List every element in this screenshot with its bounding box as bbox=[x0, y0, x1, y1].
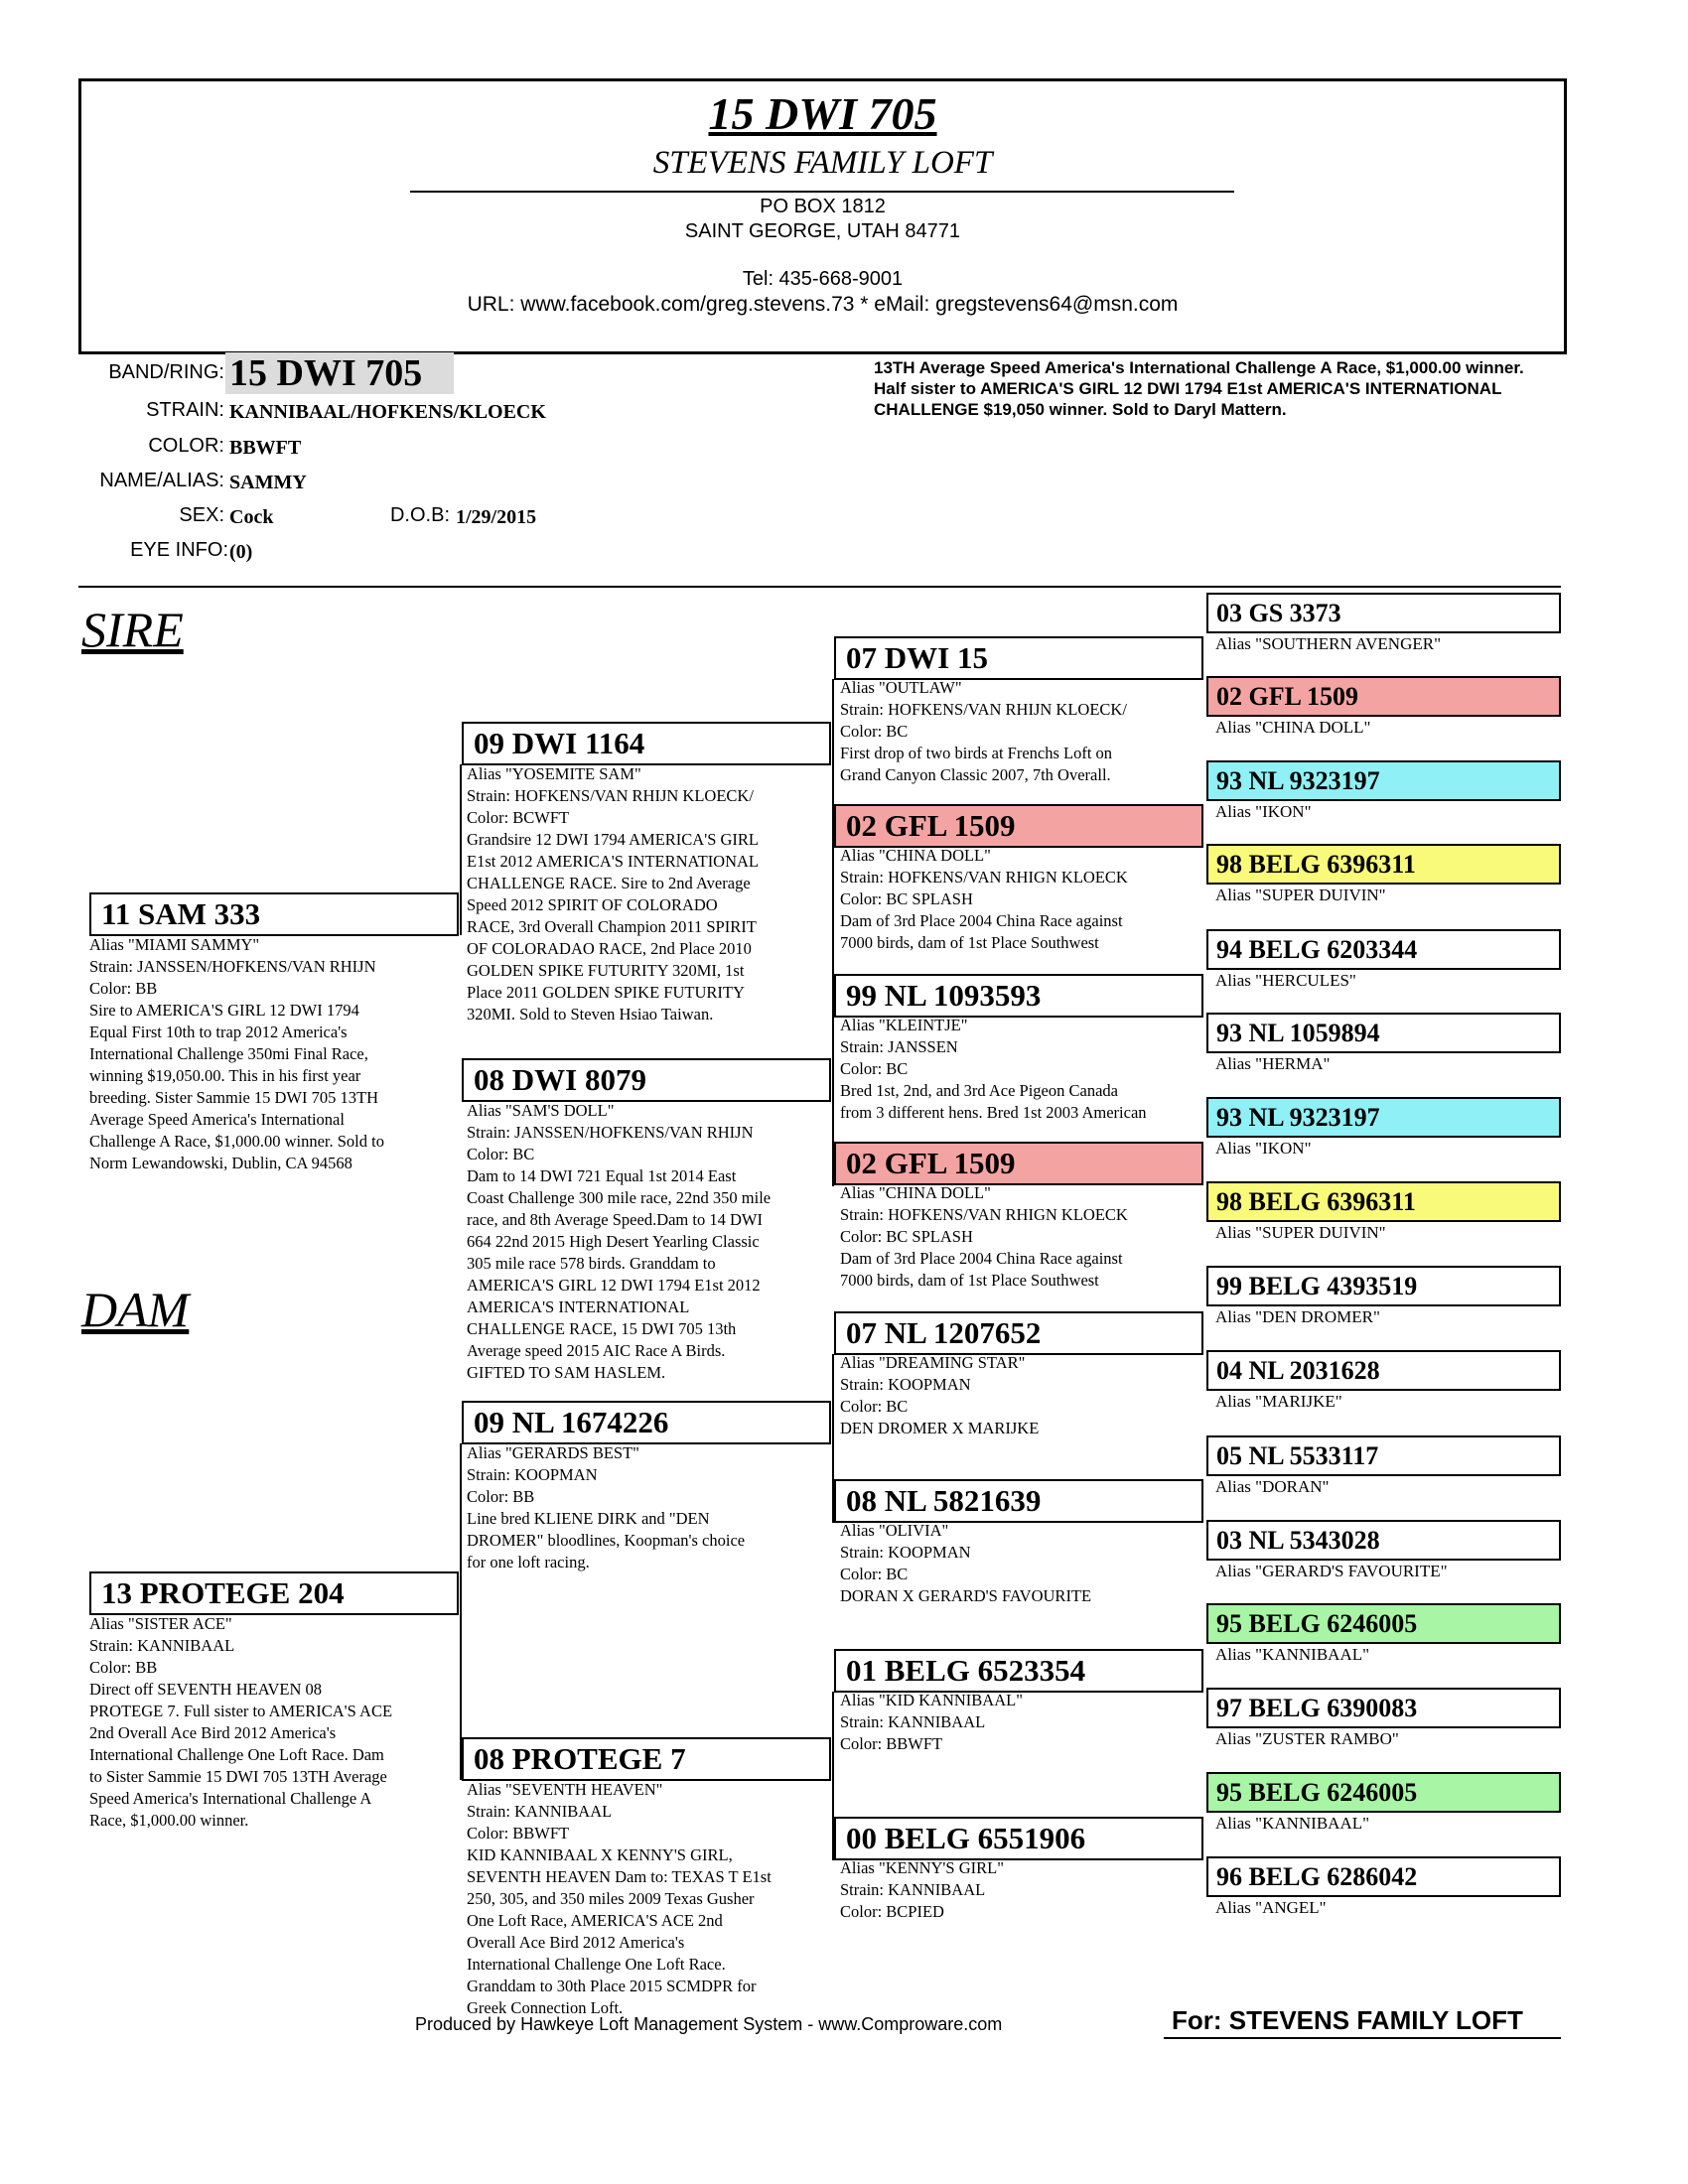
pedigree-info-line: Strain: HOFKENS/VAN RHIJN KLOECK/ bbox=[467, 786, 754, 805]
gen2-info-3 bbox=[467, 1779, 834, 2019]
pedigree-info-line: Color: BC SPLASH bbox=[840, 889, 973, 908]
gen4-alias-10: Alias "DORAN" bbox=[1215, 1477, 1330, 1496]
band-value: 15 DWI 705 bbox=[225, 352, 454, 394]
pedigree-info-line: CHALLENGE RACE. Sire to 2nd Average bbox=[467, 874, 751, 892]
pedigree-info-line: 7000 birds, dam of 1st Place Southwest bbox=[840, 1271, 1099, 1290]
gen2-band-3: 08 PROTEGE 7 bbox=[462, 1737, 831, 1781]
pedigree-info-line: Strain: JANSSEN/HOFKENS/VAN RHIJN bbox=[89, 957, 376, 976]
pedigree-info-line: Alias "CHINA DOLL" bbox=[840, 846, 991, 865]
pedigree-info-line: Line bred KLIENE DIRK and "DEN bbox=[467, 1509, 710, 1528]
pedigree-info-line: AMERICA'S GIRL 12 DWI 1794 E1st 2012 bbox=[467, 1276, 761, 1295]
pedigree-info-line: Place 2011 GOLDEN SPIKE FUTURITY bbox=[467, 983, 745, 1002]
pedigree-info-line: Grandsire 12 DWI 1794 AMERICA'S GIRL bbox=[467, 830, 759, 849]
pedigree-info-line: Color: BCPIED bbox=[840, 1902, 944, 1921]
pedigree-info-line: Alias "DREAMING STAR" bbox=[840, 1353, 1026, 1372]
connector-line bbox=[460, 764, 462, 935]
header-box bbox=[78, 78, 1567, 354]
pedigree-info-line: Alias "SISTER ACE" bbox=[89, 1614, 232, 1633]
gen4-alias-15: Alias "ANGEL" bbox=[1215, 1898, 1327, 1917]
gen4-alias-3: Alias "SUPER DUIVIN" bbox=[1215, 886, 1386, 904]
dob-value: 1/29/2015 bbox=[456, 506, 537, 528]
connector-line bbox=[832, 1692, 834, 1860]
gen4-band-5: 93 NL 1059894 bbox=[1206, 1013, 1561, 1053]
pedigree-info-line: Dam of 3rd Place 2004 China Race against bbox=[840, 1249, 1123, 1268]
pedigree-info-line: Color: BC bbox=[840, 1059, 909, 1078]
gen3-info-4 bbox=[840, 1352, 1207, 1439]
band-label: BAND/RING: bbox=[108, 361, 224, 383]
pedigree-info-line: Alias "KLEINTJE" bbox=[840, 1016, 968, 1034]
pedigree-info-line: 320MI. Sold to Steven Hsiao Taiwan. bbox=[467, 1005, 714, 1024]
pedigree-info-line: DROMER" bloodlines, Koopman's choice bbox=[467, 1531, 746, 1550]
pedigree-info-line: 7000 birds, dam of 1st Place Southwest bbox=[840, 933, 1099, 952]
pedigree-info-line: Color: BCWFT bbox=[467, 808, 570, 827]
pedigree-info-line: Dam to 14 DWI 721 Equal 1st 2014 East bbox=[467, 1166, 737, 1185]
gen4-alias-12: Alias "KANNIBAAL" bbox=[1215, 1645, 1370, 1664]
pedigree-info-line: 664 22nd 2015 High Desert Yearling Classic bbox=[467, 1232, 760, 1251]
gen1-dam-band: 13 PROTEGE 204 bbox=[89, 1571, 459, 1615]
pedigree-info-line: Speed 2012 SPIRIT OF COLORADO bbox=[467, 895, 718, 914]
dob-label: D.O.B: bbox=[389, 504, 450, 526]
gen3-info-7 bbox=[840, 1857, 1207, 1923]
pedigree-info-line: Alias "CHINA DOLL" bbox=[840, 1183, 991, 1202]
gen4-band-14: 95 BELG 6246005 bbox=[1206, 1772, 1561, 1813]
gen3-band-7: 00 BELG 6551906 bbox=[834, 1817, 1203, 1860]
header-band-title: 15 DWI 705 bbox=[708, 88, 937, 139]
pedigree-info-line: Strain: HOFKENS/VAN RHIGN KLOECK bbox=[840, 868, 1128, 887]
strain-label: STRAIN: bbox=[146, 399, 224, 421]
header-divider bbox=[410, 191, 1234, 193]
gen2-info-2 bbox=[467, 1442, 834, 1573]
pedigree-info-line: 305 mile race 578 birds. Granddam to bbox=[467, 1254, 716, 1273]
name-label: NAME/ALIAS: bbox=[99, 470, 224, 491]
gen4-alias-5: Alias "HERMA" bbox=[1215, 1054, 1331, 1073]
gen2-info-0 bbox=[467, 763, 834, 1025]
pedigree-info-line: Strain: KANNIBAAL bbox=[840, 1712, 986, 1731]
gen3-info-5 bbox=[840, 1520, 1207, 1607]
produced-by: Produced by Hawkeye Loft Management System - www.Comproware.com bbox=[415, 2014, 1003, 2034]
pedigree-info-line: SEVENTH HEAVEN Dam to: TEXAS T E1st bbox=[467, 1867, 772, 1886]
pedigree-info-line: AMERICA'S INTERNATIONAL bbox=[467, 1297, 690, 1316]
pedigree-info-line: Speed America's International Challenge A bbox=[89, 1789, 372, 1808]
sex-value: Cock bbox=[229, 506, 274, 528]
pedigree-info-line: Alias "OUTLAW" bbox=[840, 678, 962, 697]
pedigree-info-line: Sire to AMERICA'S GIRL 12 DWI 1794 bbox=[89, 1001, 359, 1020]
pedigree-info-line: CHALLENGE RACE, 15 DWI 705 13th bbox=[467, 1319, 737, 1338]
pedigree-info-line: Strain: HOFKENS/VAN RHIJN KLOECK/ bbox=[840, 700, 1127, 719]
gen4-alias-14: Alias "KANNIBAAL" bbox=[1215, 1814, 1370, 1833]
eye-value: (0) bbox=[229, 541, 253, 563]
pedigree-info-line: OF COLORADAO RACE, 2nd Place 2010 bbox=[467, 939, 752, 958]
gen2-band-0: 09 DWI 1164 bbox=[462, 722, 831, 765]
pedigree-info-line: winning $19,050.00. This in his first year bbox=[89, 1066, 361, 1085]
gen4-alias-13: Alias "ZUSTER RAMBO" bbox=[1215, 1729, 1399, 1748]
pedigree-info-line: breeding. Sister Sammie 15 DWI 705 13TH bbox=[89, 1088, 378, 1107]
pedigree-info-line: Color: BBWFT bbox=[467, 1824, 570, 1843]
gen3-info-6 bbox=[840, 1690, 1207, 1755]
gen2-band-2: 09 NL 1674226 bbox=[462, 1401, 831, 1444]
gen2-info-1 bbox=[467, 1100, 834, 1384]
connector-line bbox=[832, 679, 834, 1186]
gen1-dam-info bbox=[89, 1613, 447, 1832]
connector-line bbox=[460, 1614, 462, 1780]
gen4-band-10: 05 NL 5533117 bbox=[1206, 1435, 1561, 1476]
gen3-info-2 bbox=[840, 1015, 1207, 1124]
pedigree-info-line: PROTEGE 7. Full sister to AMERICA'S ACE bbox=[89, 1702, 393, 1720]
pedigree-info-line: Strain: KANNIBAAL bbox=[840, 1880, 986, 1899]
pedigree-info-line: International Challenge One Loft Race. Dam bbox=[89, 1745, 384, 1764]
pedigree-info-line: Strain: KOOPMAN bbox=[840, 1375, 971, 1394]
pedigree-info-line: Granddam to 30th Place 2015 SCMDPR for bbox=[467, 1977, 757, 1995]
pedigree-info-line: Dam of 3rd Place 2004 China Race against bbox=[840, 911, 1123, 930]
pedigree-info-line: to Sister Sammie 15 DWI 705 13TH Average bbox=[89, 1767, 387, 1786]
pedigree-info-line: E1st 2012 AMERICA'S INTERNATIONAL bbox=[467, 852, 760, 871]
pedigree-info-line: Average speed 2015 AIC Race A Birds. bbox=[467, 1341, 726, 1360]
gen4-alias-7: Alias "SUPER DUIVIN" bbox=[1215, 1223, 1386, 1242]
gen3-band-4: 07 NL 1207652 bbox=[834, 1311, 1203, 1355]
pedigree-info-line: Direct off SEVENTH HEAVEN 08 bbox=[89, 1680, 323, 1699]
gen4-band-1: 02 GFL 1509 bbox=[1206, 676, 1561, 717]
gen3-band-1: 02 GFL 1509 bbox=[834, 804, 1203, 848]
name-value: SAMMY bbox=[229, 472, 307, 493]
pedigree-info-line: Strain: JANSSEN/HOFKENS/VAN RHIJN bbox=[467, 1123, 754, 1142]
pedigree-info-line: 2nd Overall Ace Bird 2012 America's bbox=[89, 1723, 337, 1742]
header-url-email: URL: www.facebook.com/greg.stevens.73 * eMail: gregstevens64@msn.com bbox=[467, 293, 1179, 316]
pedigree-info-line: Alias "OLIVIA" bbox=[840, 1521, 949, 1540]
pedigree-info-line: International Challenge 350mi Final Race, bbox=[89, 1044, 368, 1063]
pedigree-info-line: Strain: JANSSEN bbox=[840, 1037, 958, 1056]
eye-label: EYE INFO: bbox=[130, 539, 228, 561]
gen3-band-0: 07 DWI 15 bbox=[834, 636, 1203, 680]
pedigree-info-line: Color: BC bbox=[467, 1145, 535, 1163]
footer-rule bbox=[1164, 2037, 1561, 2039]
gen3-info-0 bbox=[840, 677, 1207, 786]
gen3-band-5: 08 NL 5821639 bbox=[834, 1479, 1203, 1523]
gen4-band-13: 97 BELG 6390083 bbox=[1206, 1688, 1561, 1728]
pedigree-info-line: Grand Canyon Classic 2007, 7th Overall. bbox=[840, 765, 1111, 784]
gen4-band-6: 93 NL 9323197 bbox=[1206, 1097, 1561, 1138]
for-loft: For: STEVENS FAMILY LOFT bbox=[1172, 2005, 1523, 2035]
pedigree-info-line: Greek Connection Loft. bbox=[467, 1998, 624, 2017]
gen4-alias-11: Alias "GERARD'S FAVOURITE" bbox=[1215, 1562, 1448, 1580]
gen4-band-2: 93 NL 9323197 bbox=[1206, 760, 1561, 801]
gen4-band-11: 03 NL 5343028 bbox=[1206, 1520, 1561, 1561]
color-label: COLOR: bbox=[148, 435, 224, 457]
pedigree-info-line: Average Speed America's International bbox=[89, 1110, 345, 1129]
pedigree-info-line: Equal First 10th to trap 2012 America's bbox=[89, 1023, 348, 1041]
gen3-band-2: 99 NL 1093593 bbox=[834, 974, 1203, 1018]
gen1-sire-info bbox=[89, 934, 447, 1174]
pedigree-info-line: Color: BBWFT bbox=[840, 1734, 943, 1753]
pedigree-info-line: Color: BC SPLASH bbox=[840, 1227, 973, 1246]
gen2-band-1: 08 DWI 8079 bbox=[462, 1058, 831, 1102]
pedigree-info-line: GOLDEN SPIKE FUTURITY 320MI, 1st bbox=[467, 961, 745, 980]
header-tel: Tel: 435-668-9001 bbox=[742, 268, 904, 290]
color-value: BBWFT bbox=[229, 437, 302, 459]
pedigree-info-line: Alias "SEVENTH HEAVEN" bbox=[467, 1780, 663, 1799]
pedigree-info-line: Strain: KANNIBAAL bbox=[89, 1636, 235, 1655]
gen4-band-9: 04 NL 2031628 bbox=[1206, 1350, 1561, 1391]
pedigree-info-line: Alias "SAM'S DOLL" bbox=[467, 1101, 615, 1120]
pedigree-info-line: International Challenge One Loft Race. bbox=[467, 1955, 726, 1974]
pedigree-info-line: DEN DROMER X MARIJKE bbox=[840, 1419, 1040, 1437]
pedigree-info-line: Alias "KID KANNIBAAL" bbox=[840, 1691, 1023, 1709]
pedigree-info-line: GIFTED TO SAM HASLEM. bbox=[467, 1363, 666, 1382]
gen3-info-1 bbox=[840, 845, 1207, 954]
pedigree-info-line: race, and 8th Average Speed.Dam to 14 DWI bbox=[467, 1210, 763, 1229]
header-loft-name: STEVENS FAMILY LOFT bbox=[652, 145, 993, 181]
header-address1: PO BOX 1812 bbox=[760, 196, 886, 217]
pedigree-info-line: Alias "YOSEMITE SAM" bbox=[467, 764, 641, 783]
gen4-band-15: 96 BELG 6286042 bbox=[1206, 1856, 1561, 1897]
pedigree-info-line: Color: BC bbox=[840, 1565, 909, 1583]
pedigree-info-line: Bred 1st, 2nd, and 3rd Ace Pigeon Canada bbox=[840, 1081, 1118, 1100]
pedigree-info-line: DORAN X GERARD'S FAVOURITE bbox=[840, 1586, 1092, 1605]
pedigree-info-line: Strain: KOOPMAN bbox=[840, 1543, 971, 1562]
pedigree-info-line: Color: BC bbox=[840, 1397, 909, 1416]
bird-notes: 13TH Average Speed America's International Challenge A Race, $1,000.00 winner. Half sister to AMERICA'S GIRL 12 DWI 1794 E1st AMERICA'S INTERNATIONAL CHALLENGE $19,050 winner. Sold to Daryl Mattern. bbox=[874, 358, 1524, 419]
connector-line bbox=[460, 1443, 462, 1614]
pedigree-info-line: First drop of two birds at Frenchs Loft on bbox=[840, 744, 1113, 762]
gen1-sire-band: 11 SAM 333 bbox=[89, 892, 459, 936]
gen4-alias-9: Alias "MARIJKE" bbox=[1215, 1392, 1342, 1411]
pedigree-info-line: Norm Lewandowski, Dublin, CA 94568 bbox=[89, 1154, 352, 1172]
connector-line bbox=[832, 1354, 834, 1523]
pedigree-info-line: Strain: KANNIBAAL bbox=[467, 1802, 613, 1821]
pedigree-info-line: Alias "KENNY'S GIRL" bbox=[840, 1858, 1004, 1877]
pedigree-info-line: KID KANNIBAAL X KENNY'S GIRL, bbox=[467, 1845, 733, 1864]
gen4-alias-2: Alias "IKON" bbox=[1215, 802, 1312, 821]
pedigree-info-line: Challenge A Race, $1,000.00 winner. Sold to bbox=[89, 1132, 384, 1151]
pedigree-info-line: Alias "MIAMI SAMMY" bbox=[89, 935, 260, 954]
gen4-band-7: 98 BELG 6396311 bbox=[1206, 1181, 1561, 1222]
pedigree-info-line: Overall Ace Bird 2012 America's bbox=[467, 1933, 685, 1952]
gen4-alias-8: Alias "DEN DROMER" bbox=[1215, 1307, 1380, 1326]
pedigree-info-line: from 3 different hens. Bred 1st 2003 American bbox=[840, 1103, 1147, 1122]
pedigree-info-line: Color: BB bbox=[467, 1487, 535, 1506]
gen4-band-4: 94 BELG 6203344 bbox=[1206, 929, 1561, 970]
pedigree-info-line: RACE, 3rd Overall Champion 2011 SPIRIT bbox=[467, 917, 757, 936]
gen4-alias-4: Alias "HERCULES" bbox=[1215, 971, 1356, 990]
strain-value: KANNIBAAL/HOFKENS/KLOECK bbox=[229, 401, 546, 423]
pedigree-info-line: Color: BB bbox=[89, 1658, 158, 1677]
dam-label: DAM bbox=[81, 1282, 190, 1337]
pedigree-info-line: Alias "GERARDS BEST" bbox=[467, 1443, 639, 1462]
gen4-band-0: 03 GS 3373 bbox=[1206, 593, 1561, 633]
section-divider bbox=[78, 586, 1561, 588]
gen3-info-3 bbox=[840, 1182, 1207, 1292]
gen4-band-3: 98 BELG 6396311 bbox=[1206, 844, 1561, 885]
gen3-band-6: 01 BELG 6523354 bbox=[834, 1649, 1203, 1693]
gen4-alias-0: Alias "SOUTHERN AVENGER" bbox=[1215, 634, 1442, 653]
gen3-band-3: 02 GFL 1509 bbox=[834, 1142, 1203, 1185]
pedigree-info-line: for one loft racing. bbox=[467, 1553, 590, 1571]
pedigree-info-line: Color: BC bbox=[840, 722, 909, 741]
pedigree-info-line: Color: BB bbox=[89, 979, 158, 998]
header-address2: SAINT GEORGE, UTAH 84771 bbox=[684, 220, 961, 242]
gen4-band-12: 95 BELG 6246005 bbox=[1206, 1603, 1561, 1644]
sex-label: SEX: bbox=[179, 504, 224, 526]
pedigree-info-line: Strain: KOOPMAN bbox=[467, 1465, 598, 1484]
pedigree-info-line: Race, $1,000.00 winner. bbox=[89, 1811, 249, 1830]
sire-label: SIRE bbox=[81, 602, 184, 657]
gen4-alias-1: Alias "CHINA DOLL" bbox=[1215, 718, 1371, 737]
gen4-band-8: 99 BELG 4393519 bbox=[1206, 1266, 1561, 1306]
pedigree-info-line: Strain: HOFKENS/VAN RHIGN KLOECK bbox=[840, 1205, 1128, 1224]
pedigree-info-line: 250, 305, and 350 miles 2009 Texas Gusher bbox=[467, 1889, 755, 1908]
gen4-alias-6: Alias "IKON" bbox=[1215, 1139, 1312, 1158]
pedigree-info-line: Coast Challenge 300 mile race, 22nd 350 mile bbox=[467, 1188, 772, 1207]
pedigree-info-line: One Loft Race, AMERICA'S ACE 2nd bbox=[467, 1911, 723, 1930]
